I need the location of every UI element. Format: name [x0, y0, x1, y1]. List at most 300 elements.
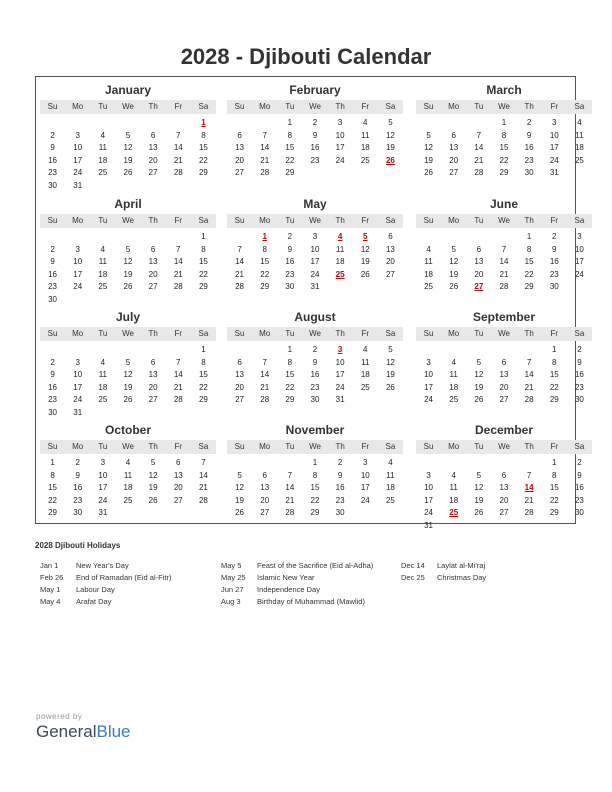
day: 10 [73, 257, 83, 266]
day: 14 [260, 370, 270, 379]
day: 1 [287, 345, 293, 354]
weekday-label: Fr [361, 216, 370, 225]
day: 28 [173, 395, 183, 404]
day: 10 [73, 370, 83, 379]
day: 30 [335, 508, 345, 517]
day: 8 [50, 470, 55, 480]
day: 9 [552, 244, 557, 254]
empty-cell [115, 117, 140, 130]
day: 25 [385, 495, 395, 505]
day: 6 [388, 232, 393, 241]
empty-cell [227, 344, 252, 357]
month-april [40, 191, 216, 306]
holiday-day: 3 [337, 345, 343, 354]
day: 6 [237, 357, 242, 367]
day: 13 [499, 370, 509, 379]
weekday-label: Sa [385, 442, 396, 451]
empty-cell [441, 457, 466, 470]
holiday-column [401, 560, 486, 584]
day: 9 [312, 357, 318, 367]
weekday-label: Mo [72, 102, 84, 111]
weekday-label: Su [423, 442, 434, 451]
day: 2 [75, 458, 80, 467]
day: 5 [388, 345, 393, 354]
day: 27 [148, 282, 158, 291]
holiday-item [221, 584, 373, 596]
holiday-item [221, 560, 373, 572]
day: 30 [524, 168, 534, 177]
day: 1 [201, 345, 206, 354]
day-grid [227, 117, 403, 180]
empty-cell [166, 231, 191, 244]
day: 5 [125, 130, 131, 140]
empty-cell [466, 344, 491, 357]
month-august [227, 304, 403, 407]
day: 13 [148, 143, 158, 152]
day: 27 [173, 495, 183, 505]
day: 3 [577, 232, 582, 241]
day: 8 [526, 244, 532, 254]
empty-cell [90, 231, 115, 244]
day: 20 [148, 382, 158, 392]
day: 2 [50, 357, 55, 367]
holiday-name: Islamic New Year [257, 573, 315, 582]
empty-cell [416, 231, 441, 244]
day: 16 [524, 143, 534, 152]
day: 4 [451, 470, 456, 480]
day: 2 [577, 458, 582, 467]
day: 2 [337, 458, 343, 467]
holiday-day: 25 [449, 508, 459, 517]
day: 24 [549, 155, 559, 165]
day: 20 [235, 155, 245, 165]
month-name: November [285, 423, 345, 437]
day: 10 [73, 143, 83, 152]
weekday-header [227, 214, 403, 228]
month-december [416, 417, 592, 532]
weekday-label: Mo [448, 216, 460, 225]
day: 4 [100, 357, 106, 367]
weekday-label: Tu [285, 216, 295, 225]
holiday-item [40, 596, 171, 608]
day: 27 [499, 508, 509, 517]
empty-cell [166, 117, 191, 130]
weekday-header [416, 100, 592, 114]
empty-cell [466, 117, 491, 130]
day: 24 [310, 269, 320, 279]
day: 13 [148, 370, 158, 379]
day: 15 [549, 370, 559, 379]
day: 21 [285, 495, 295, 505]
empty-cell [141, 231, 166, 244]
empty-cell [491, 231, 516, 244]
day: 1 [201, 232, 206, 241]
weekday-header [227, 327, 403, 341]
weekday-label: We [122, 216, 134, 225]
weekday-label: We [498, 442, 510, 451]
weekday-header [416, 440, 592, 454]
day: 15 [198, 370, 208, 379]
day: 22 [285, 382, 295, 392]
weekday-label: We [122, 442, 134, 451]
day: 30 [285, 282, 295, 291]
day: 4 [388, 458, 393, 467]
weekday-label: Fr [174, 329, 183, 338]
holiday-item [401, 560, 486, 572]
day: 8 [262, 244, 267, 254]
day: 27 [260, 508, 270, 517]
day: 17 [73, 382, 83, 392]
day: 10 [98, 470, 108, 480]
day: 30 [48, 407, 58, 417]
day: 22 [524, 269, 534, 279]
day: 18 [335, 257, 345, 266]
weekday-label: Su [234, 442, 245, 451]
day: 22 [198, 269, 208, 279]
day: 30 [310, 395, 320, 404]
day: 23 [549, 269, 559, 279]
day: 18 [360, 370, 370, 379]
weekday-label: Fr [550, 329, 559, 338]
day: 7 [176, 244, 181, 254]
day: 7 [287, 470, 293, 480]
day: 23 [310, 155, 320, 165]
day: 21 [173, 155, 183, 165]
day: 4 [363, 118, 368, 127]
day: 16 [48, 269, 58, 279]
day: 7 [176, 130, 181, 140]
day: 21 [198, 483, 208, 492]
weekday-header [227, 100, 403, 114]
day: 19 [123, 382, 133, 392]
month-name: June [489, 197, 518, 211]
empty-cell [441, 231, 466, 244]
weekday-label: We [309, 442, 321, 451]
day: 24 [335, 155, 345, 165]
day: 26 [474, 508, 484, 517]
day: 11 [424, 257, 433, 266]
day: 6 [176, 458, 181, 467]
weekday-label: Mo [259, 442, 271, 451]
day: 13 [499, 483, 509, 492]
day: 20 [173, 483, 183, 492]
day: 19 [424, 155, 434, 165]
day: 17 [98, 483, 108, 492]
empty-cell [65, 344, 90, 357]
day: 25 [424, 282, 434, 291]
day: 11 [449, 483, 458, 492]
weekday-label: We [309, 216, 321, 225]
day: 26 [449, 282, 459, 291]
holiday-date: Dec 14 [401, 561, 425, 570]
weekday-label: Su [47, 442, 58, 451]
day: 5 [237, 470, 242, 480]
weekday-label: Fr [174, 102, 183, 111]
day: 16 [285, 257, 295, 266]
month-january [40, 77, 216, 192]
day: 6 [150, 130, 156, 140]
empty-cell [90, 344, 115, 357]
holiday-day: 26 [385, 155, 395, 165]
day: 12 [449, 257, 459, 266]
day: 17 [574, 257, 584, 266]
holiday-day: 5 [363, 232, 368, 241]
weekday-label: Sa [198, 329, 209, 338]
holiday-name: End of Ramadan (Eid al-Fitr) [76, 573, 172, 582]
day: 7 [237, 244, 242, 254]
day: 2 [312, 345, 318, 354]
day: 4 [426, 244, 431, 254]
day: 12 [123, 143, 133, 152]
day: 23 [310, 382, 320, 392]
weekday-label: Su [234, 102, 245, 111]
day: 13 [148, 257, 158, 266]
day-grid [40, 117, 216, 192]
holidays-title: 2028 Djibouti Holidays [35, 541, 121, 550]
weekday-label: We [122, 329, 134, 338]
day: 10 [335, 130, 345, 140]
day: 8 [287, 357, 293, 367]
holiday-name: Independence Day [257, 585, 320, 594]
weekday-header [416, 214, 592, 228]
day: 2 [526, 118, 532, 127]
empty-cell [227, 117, 252, 130]
day: 24 [98, 495, 108, 505]
weekday-label: Fr [361, 442, 370, 451]
day: 29 [198, 168, 208, 177]
day: 5 [150, 458, 156, 467]
day: 9 [526, 130, 532, 140]
day: 12 [148, 470, 158, 480]
day: 13 [235, 143, 245, 152]
holiday-date: Dec 25 [401, 573, 425, 582]
day: 27 [499, 395, 509, 404]
day: 16 [549, 257, 559, 266]
day: 11 [98, 257, 107, 266]
day: 30 [48, 180, 58, 190]
day: 10 [424, 483, 434, 492]
day: 29 [48, 508, 58, 517]
weekday-label: Mo [448, 329, 460, 338]
empty-cell [466, 231, 491, 244]
day: 30 [48, 294, 58, 304]
day: 23 [48, 168, 58, 177]
month-name: February [289, 83, 341, 97]
weekday-label: Sa [385, 102, 396, 111]
day: 13 [385, 244, 395, 254]
day: 14 [173, 143, 183, 152]
day: 28 [173, 282, 183, 291]
day: 24 [424, 508, 434, 517]
empty-cell [277, 457, 302, 470]
day: 19 [474, 495, 484, 505]
day: 10 [549, 130, 559, 140]
day: 25 [574, 155, 584, 165]
day-grid [40, 457, 216, 520]
day: 31 [310, 282, 320, 291]
day: 9 [312, 130, 318, 140]
day: 19 [385, 370, 395, 379]
month-name: July [115, 310, 140, 324]
day: 2 [50, 130, 55, 140]
day: 31 [549, 168, 559, 177]
holiday-column [40, 560, 171, 608]
weekday-label: We [498, 216, 510, 225]
day: 11 [361, 357, 370, 367]
day: 14 [474, 143, 484, 152]
day-grid [40, 344, 216, 419]
holiday-item [40, 560, 171, 572]
weekday-label: Sa [198, 102, 209, 111]
day: 26 [123, 282, 133, 291]
day: 26 [385, 382, 395, 392]
holiday-date: Jun 27 [221, 585, 244, 594]
footer [36, 712, 131, 742]
weekday-label: Su [234, 329, 245, 338]
weekday-label: Mo [259, 102, 271, 111]
day: 18 [449, 382, 459, 392]
month-september [416, 304, 592, 407]
empty-cell [491, 457, 516, 470]
day: 24 [73, 395, 83, 404]
month-july [40, 304, 216, 419]
day: 4 [100, 130, 106, 140]
day: 17 [424, 382, 434, 392]
day: 4 [363, 345, 368, 354]
weekday-label: Sa [574, 216, 585, 225]
day-grid [227, 344, 403, 407]
day: 22 [549, 382, 559, 392]
day: 28 [524, 508, 534, 517]
day: 17 [335, 370, 345, 379]
day: 21 [524, 495, 534, 505]
holiday-item [221, 572, 373, 584]
holiday-name: Feast of the Sacrifice (Eid al-Adha) [257, 561, 374, 570]
day: 19 [148, 483, 158, 492]
day: 28 [235, 282, 245, 291]
holiday-name: Birthday of Muhammad (Mawlid) [257, 597, 365, 606]
day: 19 [235, 495, 245, 505]
day: 30 [73, 508, 83, 517]
day: 16 [574, 370, 584, 379]
day: 6 [451, 130, 456, 140]
empty-cell [166, 344, 191, 357]
day: 3 [426, 470, 431, 480]
day: 9 [50, 257, 55, 266]
brand-name-part2: Blue [96, 722, 131, 741]
day: 15 [549, 483, 559, 492]
day: 21 [524, 382, 534, 392]
day: 8 [201, 357, 206, 367]
day: 14 [260, 143, 270, 152]
empty-cell [416, 457, 441, 470]
holiday-item [401, 572, 486, 584]
day: 7 [201, 458, 206, 467]
day: 3 [75, 244, 80, 254]
weekday-label: Th [335, 102, 345, 111]
day: 9 [337, 470, 343, 480]
weekday-label: Su [234, 216, 245, 225]
weekday-label: We [122, 102, 134, 111]
empty-cell [115, 344, 140, 357]
empty-cell [65, 231, 90, 244]
day: 17 [310, 257, 320, 266]
day: 29 [285, 395, 295, 404]
day: 16 [48, 155, 58, 165]
day: 26 [424, 168, 434, 177]
month-october [40, 417, 216, 520]
empty-cell [441, 344, 466, 357]
day: 20 [260, 495, 270, 505]
day: 14 [499, 257, 509, 266]
day: 4 [125, 458, 131, 467]
weekday-label: Fr [361, 329, 370, 338]
empty-cell [517, 344, 542, 357]
day: 5 [476, 470, 482, 480]
day: 5 [476, 357, 482, 367]
day: 1 [312, 458, 318, 467]
holiday-item [40, 584, 171, 596]
day: 8 [201, 244, 206, 254]
day: 10 [310, 244, 320, 254]
day: 4 [451, 357, 456, 367]
day: 21 [260, 382, 270, 392]
day: 3 [75, 130, 80, 140]
holiday-name: New Year's Day [76, 561, 129, 570]
weekday-label: Tu [474, 329, 484, 338]
weekday-label: We [498, 329, 510, 338]
month-name: May [303, 197, 327, 211]
day: 12 [385, 357, 395, 367]
day: 15 [524, 257, 534, 266]
empty-cell [65, 117, 90, 130]
empty-cell [40, 344, 65, 357]
weekday-header [416, 327, 592, 341]
day: 22 [549, 495, 559, 505]
day: 28 [198, 495, 208, 505]
month-name: March [486, 83, 522, 97]
day: 20 [474, 269, 484, 279]
day: 22 [499, 155, 509, 165]
day: 5 [125, 357, 131, 367]
weekday-label: Fr [174, 442, 183, 451]
holiday-date: May 4 [40, 597, 61, 606]
day: 20 [148, 155, 158, 165]
day: 21 [499, 269, 509, 279]
day: 18 [385, 483, 395, 492]
day: 14 [173, 257, 183, 266]
weekday-label: Sa [574, 329, 585, 338]
page-title: 2028 - Djibouti Calendar [180, 44, 432, 69]
day: 1 [552, 458, 557, 467]
weekday-label: Th [148, 102, 158, 111]
day: 5 [451, 244, 456, 254]
day: 11 [123, 470, 133, 480]
day: 23 [73, 495, 83, 505]
day: 11 [386, 470, 395, 480]
day-grid [227, 457, 403, 520]
day: 12 [474, 370, 484, 379]
empty-cell [252, 344, 277, 357]
weekday-header [40, 440, 216, 454]
day: 18 [449, 495, 459, 505]
weekday-label: Mo [72, 329, 84, 338]
day: 23 [574, 495, 584, 505]
holiday-column [221, 560, 373, 608]
day: 9 [50, 143, 55, 152]
weekday-label: Tu [98, 102, 108, 111]
day: 29 [260, 282, 270, 291]
